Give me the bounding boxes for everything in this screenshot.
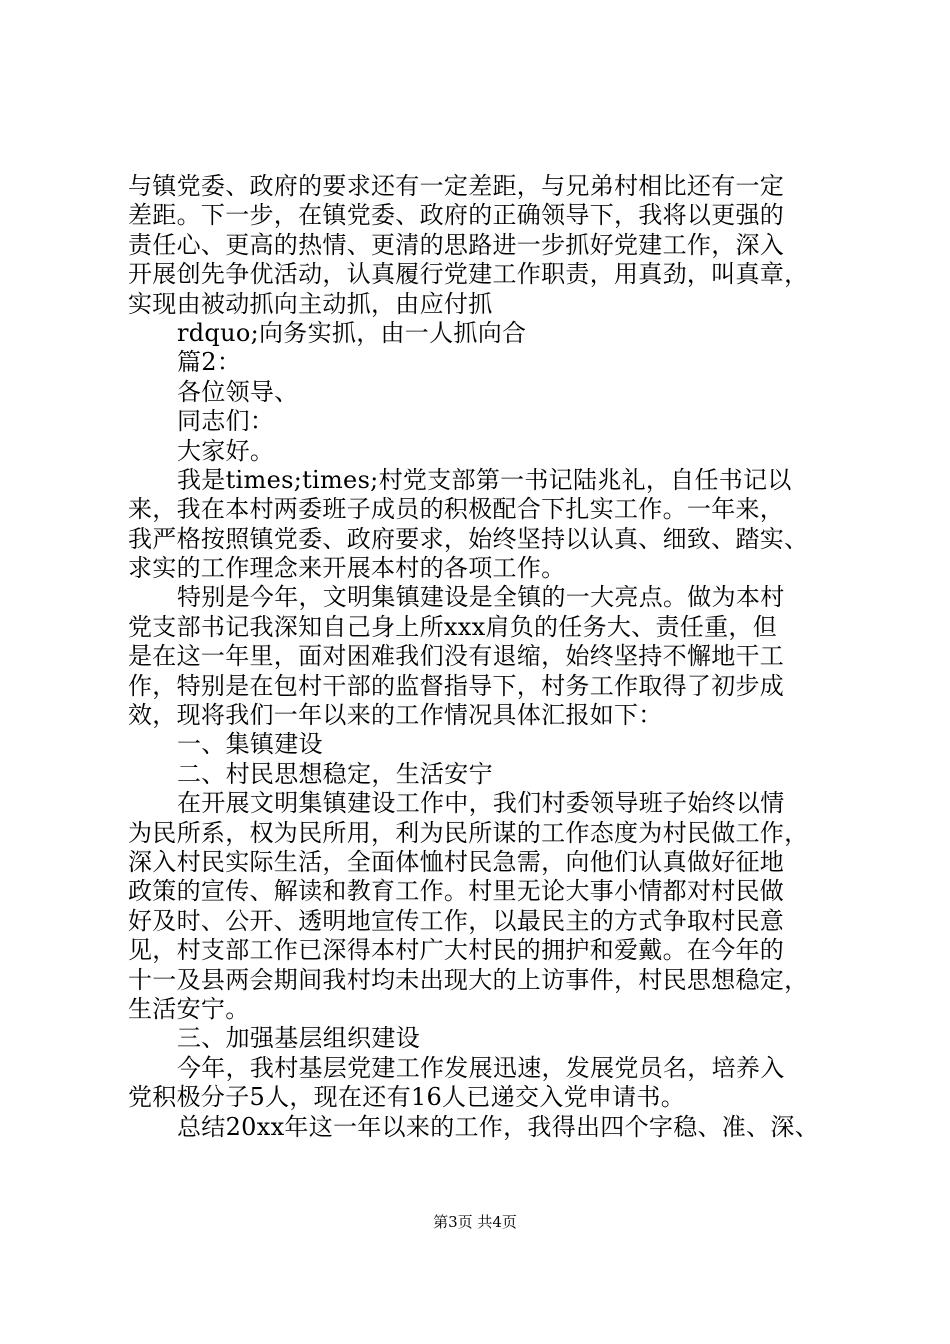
text-line: 好及时、公开、透明地宣传工作，以最民主的方式争取村民意 <box>128 906 785 935</box>
document-body <box>128 172 848 1142</box>
text-line: 大家好。 <box>177 436 275 465</box>
text-line: 是在这一年里，面对困难我们没有退缩，始终坚持不懈地干工 <box>128 642 785 671</box>
text-line: 十一及县两会期间我村均未出现大的上访事件，村民思想稳定， <box>128 965 809 994</box>
text-line: 为民所系，权为民所用，利为民所谋的工作态度为村民做工作， <box>128 818 809 847</box>
text-line: rdquo;向务实抓，由一人抓向合 <box>177 318 527 347</box>
text-line: 今年，我村基层党建工作发展迅速，发展党员名，培养入 <box>177 1053 785 1082</box>
page-footer: 第3页 共4页 <box>433 1213 517 1231</box>
text-line: 总结20xx年这一年以来的工作，我得出四个字稳、准、深、 <box>177 1112 820 1141</box>
text-line: 效，现将我们一年以来的工作情况具体汇报如下： <box>128 701 663 730</box>
text-line: 深入村民实际生活，全面体恤村民急需，向他们认真做好征地 <box>128 847 785 876</box>
text-line: 求实的工作理念来开展本村的各项工作。 <box>128 554 566 583</box>
text-line: 党积极分子5人，现在还有16人已递交入党申请书。 <box>128 1083 686 1112</box>
text-line: 各位领导、 <box>177 377 299 406</box>
text-line: 开展创先争优活动，认真履行党建工作职责，用真劲，叫真章， <box>128 260 809 289</box>
text-line: 政策的宣传、解读和教育工作。村里无论大事小情都对村民做 <box>128 877 785 906</box>
text-line: 二、村民思想稳定，生活安宁 <box>177 759 493 788</box>
text-line: 与镇党委、政府的要求还有一定差距，与兄弟村相比还有一定 <box>128 172 785 200</box>
text-line: 生活安宁。 <box>128 994 250 1023</box>
text-line: 特别是今年，文明集镇建设是全镇的一大亮点。做为本村 <box>177 583 785 612</box>
text-line: 来，我在本村两委班子成员的积极配合下扎实工作。一年来， <box>128 495 785 524</box>
text-line: 党支部书记我深知自己身上所xxx肩负的任务大、责任重，但 <box>128 612 778 641</box>
text-line: 一、集镇建设 <box>177 730 323 759</box>
text-line: 在开展文明集镇建设工作中，我们村委领导班子始终以情 <box>177 789 785 818</box>
text-line: 篇2： <box>177 348 242 377</box>
text-line: 我是times;times;村党支部第一书记陆兆礼，自任书记以 <box>177 465 792 494</box>
text-line: 我严格按照镇党委、政府要求，始终坚持以认真、细致、踏实、 <box>128 524 809 553</box>
text-line: 实现由被动抓向主动抓，由应付抓 <box>128 289 493 318</box>
text-line: 差距。下一步，在镇党委、政府的正确领导下，我将以更强的 <box>128 201 785 230</box>
text-line: 责任心、更高的热情、更清的思路进一步抓好党建工作，深入 <box>128 230 785 259</box>
text-line: 见，村支部工作已深得本村广大村民的拥护和爱戴。在今年的 <box>128 936 785 965</box>
text-line: 三、加强基层组织建设 <box>177 1024 420 1053</box>
text-line: 同志们： <box>177 407 275 436</box>
text-line: 作，特别是在包村干部的监督指导下，村务工作取得了初步成 <box>128 671 785 700</box>
